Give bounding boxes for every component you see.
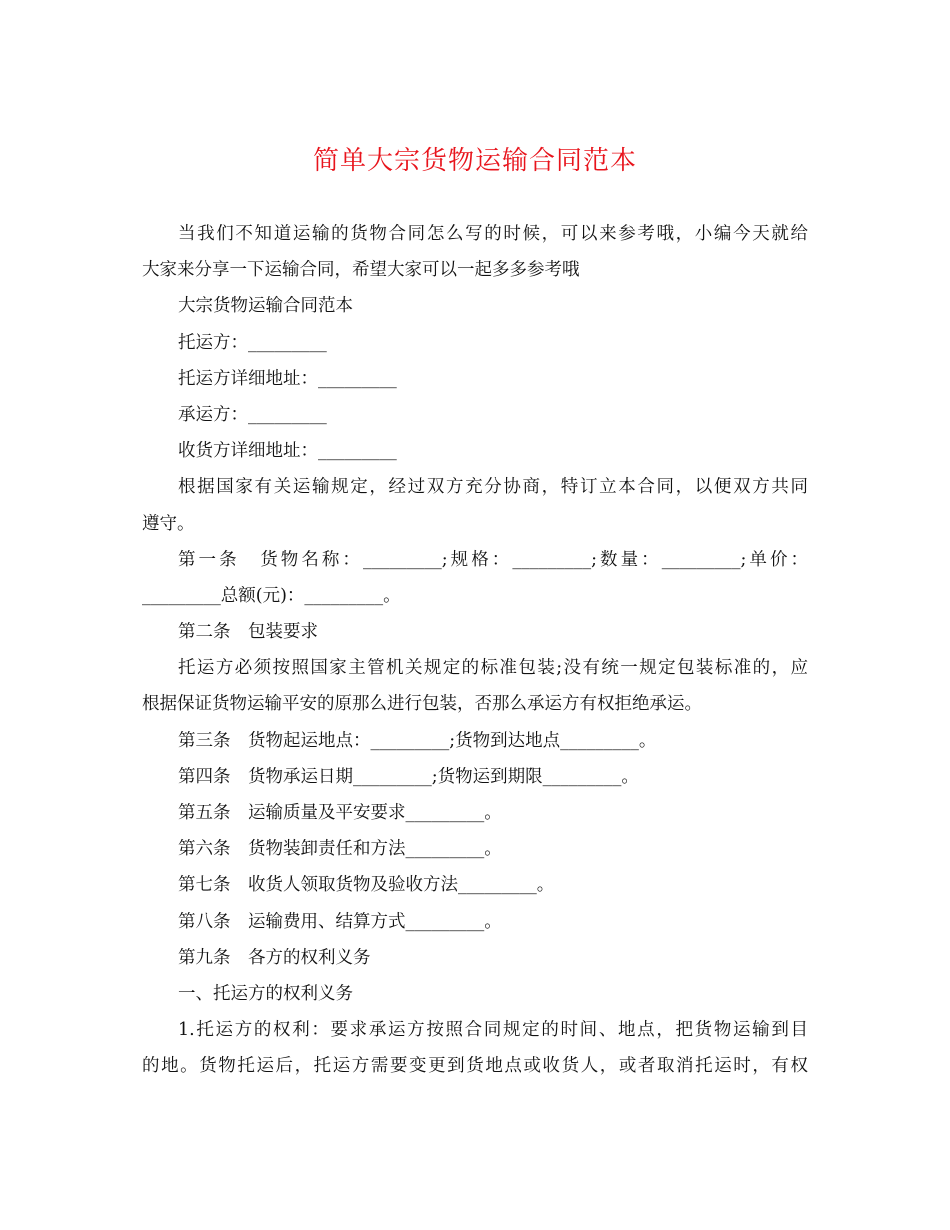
paragraph-line: 第四条 货物承运日期_________;货物运到期限_________。: [178, 766, 639, 787]
paragraph-line: 托运方详细地址：_________: [178, 368, 397, 389]
paragraph-line: 第六条 货物装卸责任和方法_________。: [178, 839, 502, 860]
paragraph-line: 根据保证货物运输平安的原那么进行包装，否那么承运方有权拒绝承运。: [142, 694, 702, 715]
paragraph-line: 大宗货物运输合同范本: [178, 296, 353, 317]
paragraph-line: 第九条 各方的权利义务: [178, 947, 371, 968]
paragraph-line: 承运方：_________: [178, 404, 327, 425]
paragraph-line: 遵守。: [142, 513, 195, 534]
paragraph-line: 第二条 包装要求: [178, 622, 318, 643]
paragraph-line: 第一条 货物名称：_________;规格：_________;数量：_________;单价：: [178, 549, 808, 570]
paragraph-line: 第三条 货物起运地点：_________;货物到达地点_________。: [178, 730, 657, 751]
paragraph-line: 一、托运方的权利义务: [178, 983, 353, 1004]
paragraph-line: 收货方详细地址：_________: [178, 441, 397, 462]
paragraph-line: 托运方：_________: [178, 332, 327, 353]
paragraph-line: 托运方必须按照国家主管机关规定的标准包装;没有统一规定包装标准的，应: [178, 658, 808, 679]
paragraph-line: 第八条 运输费用、结算方式_________。: [178, 911, 502, 932]
paragraph-line: _________总额(元)：_________。: [142, 585, 401, 606]
document-body: [142, 216, 808, 1085]
paragraph-line: 的地。货物托运后，托运方需要变更到货地点或收货人，或者取消托运时，有权: [142, 1056, 808, 1077]
paragraph-line: 当我们不知道运输的货物合同怎么写的时候，可以来参考哦，小编今天就给: [178, 224, 808, 244]
paragraph-line: 大家来分享一下运输合同，希望大家可以一起多多参考哦: [142, 260, 580, 281]
paragraph-line: 根据国家有关运输规定，经过双方充分协商，特订立本合同，以便双方共同: [178, 477, 808, 498]
paragraph-line: 1.托运方的权利：要求承运方按照合同规定的时间、地点，把货物运输到目: [178, 1020, 808, 1041]
paragraph-line: 第五条 运输质量及平安要求_________。: [178, 803, 502, 823]
paragraph-line: 第七条 收货人领取货物及验收方法_________。: [178, 875, 555, 896]
document-title: 简单大宗货物运输合同范本: [312, 146, 637, 176]
